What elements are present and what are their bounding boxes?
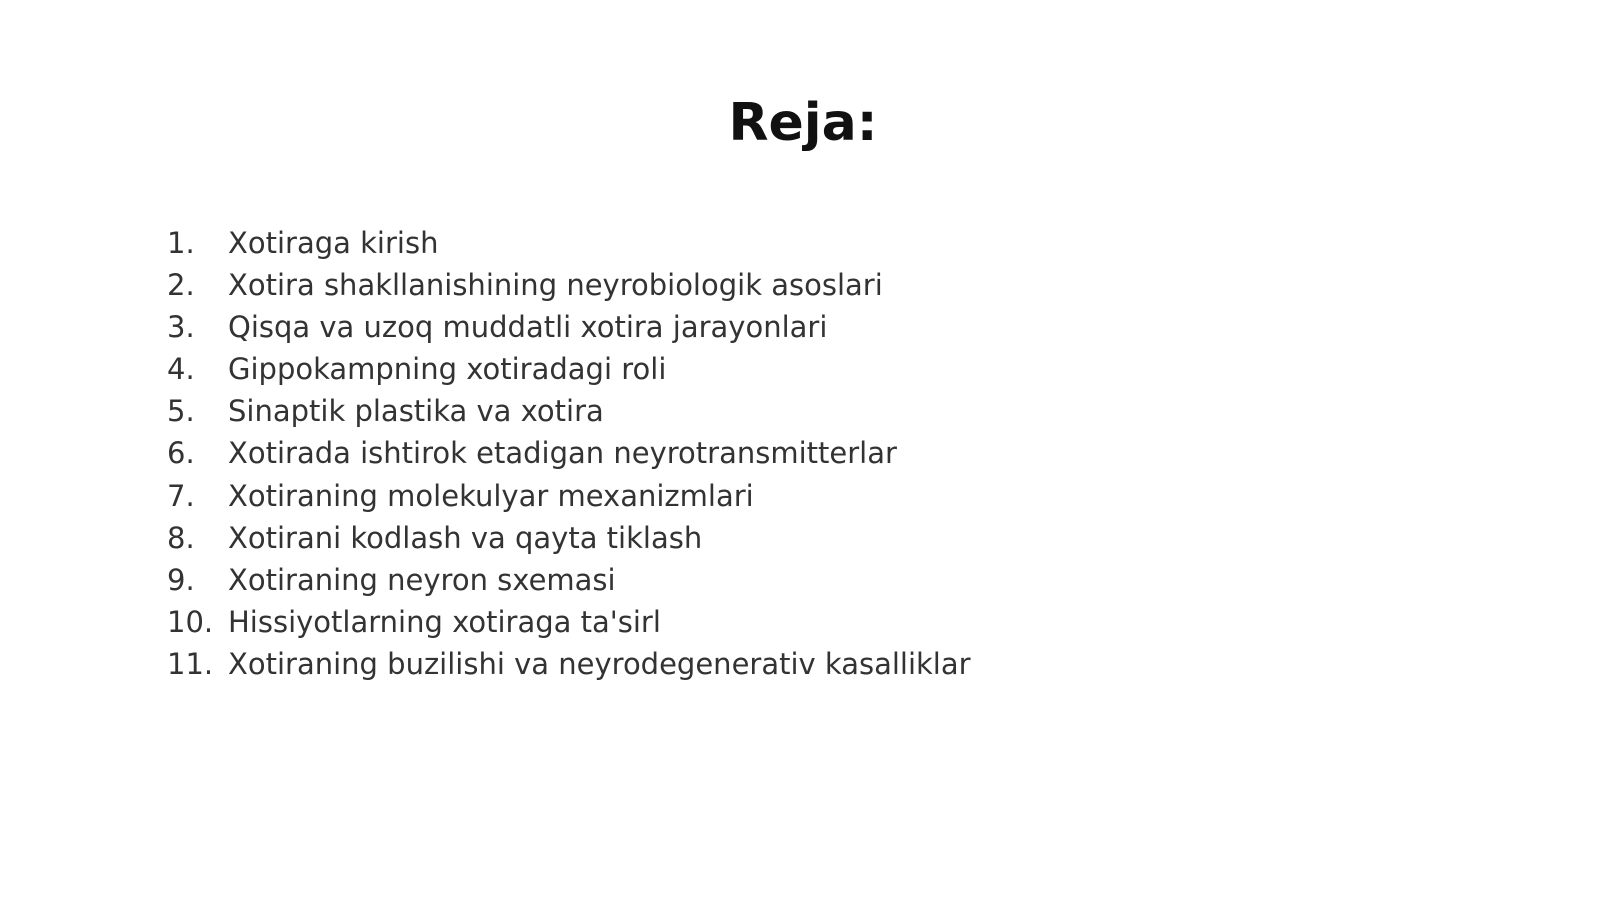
item-number: 11. <box>167 646 214 681</box>
item-number: 2. <box>167 268 195 303</box>
item-number: 9. <box>167 562 195 597</box>
item-text: Xotira shakllanishining neyrobiologik asoslari <box>228 268 883 303</box>
list-item <box>167 601 971 643</box>
item-text: Sinaptik plastika va xotira <box>228 394 604 429</box>
item-number: 1. <box>167 226 195 260</box>
list-item <box>167 432 971 474</box>
item-text: Xotiraga kirish <box>228 226 439 260</box>
item-text: Xotirada ishtirok etadigan neyrotransmitterlar <box>228 436 897 471</box>
item-text: Xotiraning neyron sxemasi <box>228 562 616 597</box>
list-item <box>167 348 971 390</box>
item-text: Xotiraning molekulyar mexanizmlari <box>228 478 754 513</box>
list-item <box>167 475 971 517</box>
item-number: 5. <box>167 394 195 429</box>
item-number: 3. <box>167 310 195 345</box>
item-text: Xotirani kodlash va qayta tiklash <box>228 520 703 555</box>
item-text: Hissiyotlarning xotiraga ta'sirl <box>228 604 661 639</box>
list-item <box>167 222 971 264</box>
item-number: 7. <box>167 478 195 513</box>
list-item <box>167 390 971 432</box>
list-item <box>167 517 971 559</box>
slide-title: Reja: <box>728 93 878 153</box>
item-text: Gippokampning xotiradagi roli <box>228 352 667 387</box>
list-item <box>167 559 971 601</box>
item-number: 4. <box>167 352 195 387</box>
list-item <box>167 264 971 306</box>
list-item <box>167 306 971 348</box>
item-text: Qisqa va uzoq muddatli xotira jarayonlari <box>228 310 828 345</box>
list-item <box>167 643 971 685</box>
item-text: Xotiraning buzilishi va neyrodegenerativ kasalliklar <box>228 646 971 681</box>
item-number: 10. <box>167 604 214 639</box>
item-number: 6. <box>167 436 195 471</box>
plan-list <box>167 222 971 685</box>
item-number: 8. <box>167 520 195 555</box>
